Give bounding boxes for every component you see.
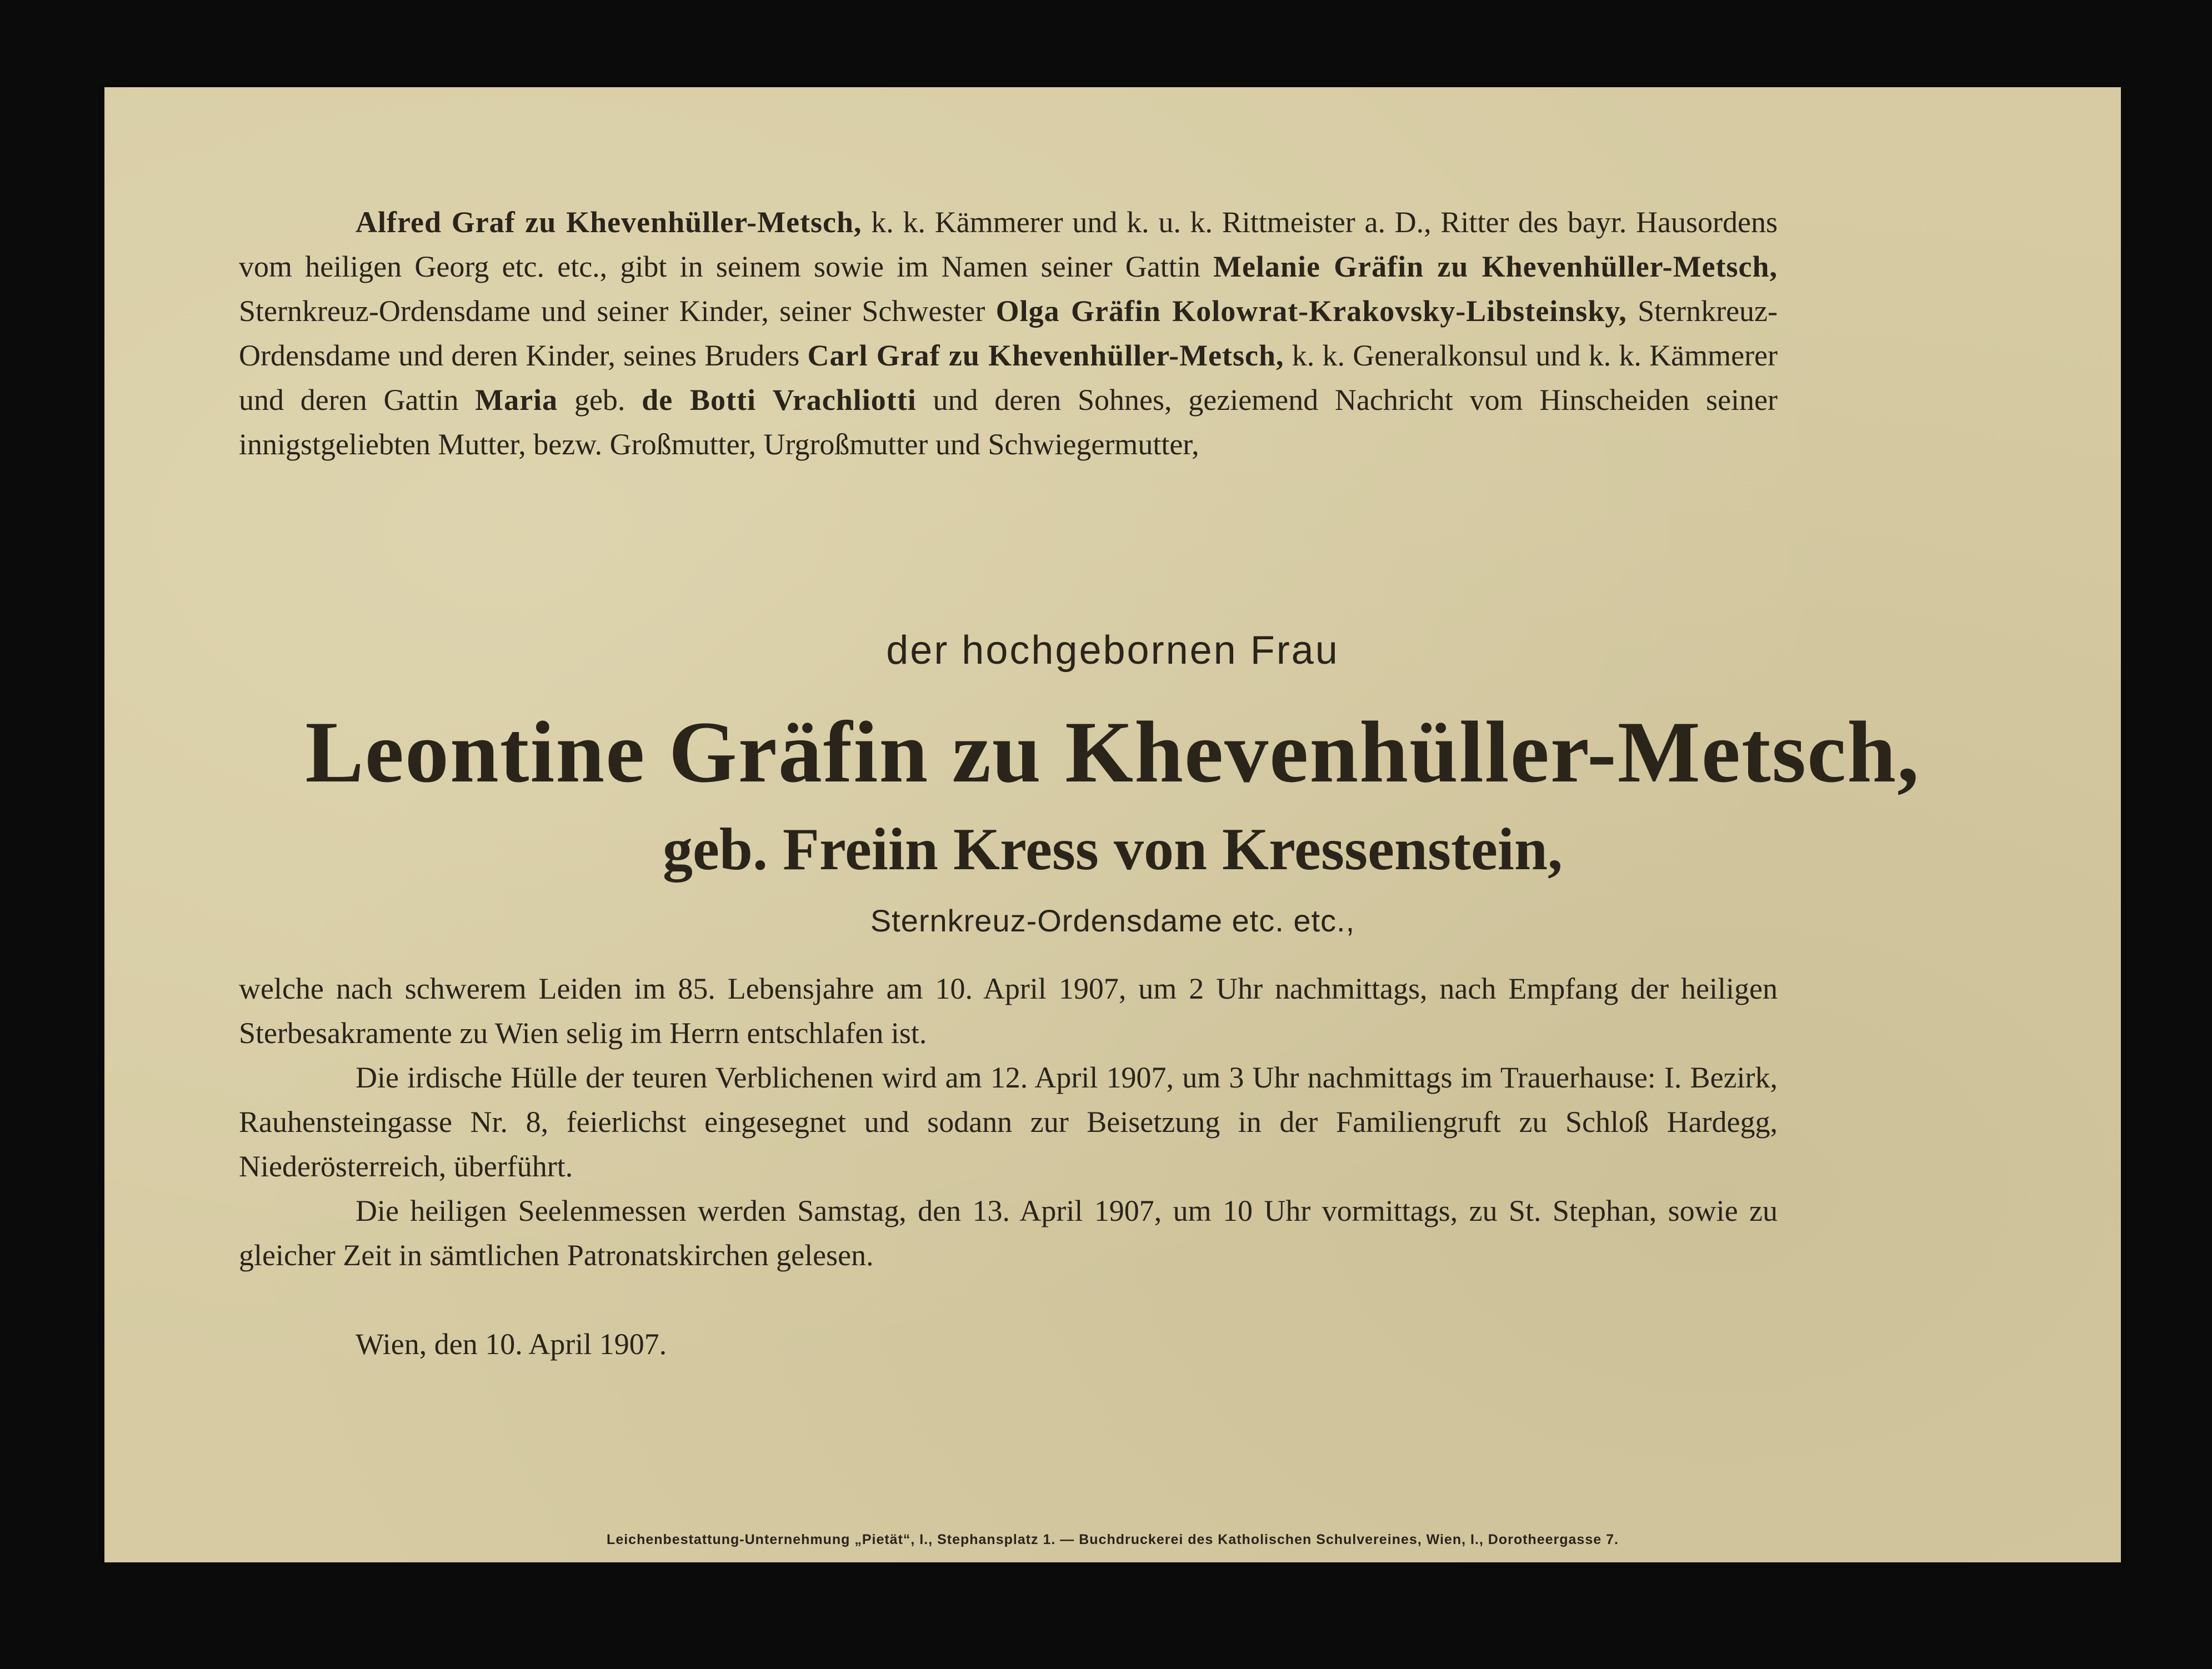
wife-name: Melanie Gräfin zu Khevenhüller-Metsch, — [1213, 250, 1778, 283]
funeral-paragraph: Die irdische Hülle der teuren Verblichenen wird am 12. April 1907, um 3 Uhr nachmittags im Trauerhause: I. Bezirk, Rauhensteingasse Nr. 8, feierlichst eingesegnet und sodann zur Beisetzung in der Familiengruft zu Schloß Hardegg, Niederösterreich, überführt. — [239, 1061, 1778, 1183]
intro-text-f: und deren Sohnes, geziemend Nachricht vom Hinscheiden seiner innigstgeliebten Mutter, bezw. Großmutter, Urgroßmutter und Schwiegermutter, — [239, 383, 1778, 461]
intro-text-b: Sternkreuz-Ordensdame und seiner Kinder, seiner Schwester — [239, 294, 996, 328]
printer-imprint: Leichenbestattung-Unternehmung „Pietät“, I., Stephansplatz 1. — Buchdruckerei des Katholischen Schulvereines, Wien, I., Dorotheergasse 7. — [607, 1532, 1619, 1547]
intro-text-c: Sternkreuz-Ordensdame und deren Kinder, seines Bruders — [239, 294, 1778, 372]
place-and-date: Wien, den 10. April 1907. — [356, 1327, 667, 1361]
brother-name: Carl Graf zu Khevenhüller-Metsch, — [807, 339, 1284, 372]
mass-paragraph: Die heiligen Seelenmessen werden Samstag, den 13. April 1907, um 10 Uhr vormittags, zu St. Stephan, sowie zu gleicher Zeit in sämtlichen Patronatskirchen gelesen. — [239, 1194, 1778, 1272]
deceased-name: Leontine Gräfin zu Khevenhüller-Metsch, — [305, 704, 1920, 801]
deceased-maiden-name: geb. Freiin Kress von Kressenstein, — [663, 816, 1563, 883]
death-paragraph: welche nach schwerem Leiden im 85. Lebensjahre am 10. April 1907, um 2 Uhr nachmittags, nach Empfang der heiligen Sterbesakramente zu Wien selig im Herrn entschlafen ist. — [239, 972, 1778, 1050]
intro-paragraph — [239, 200, 1778, 467]
intro-text-a: k. k. Kämmerer und k. u. k. Rittmeister a. D., Ritter des bayr. Hausordens vom heiligen Georg etc. etc., gibt in seinem sowie im Namen seiner Gattin — [239, 206, 1778, 283]
sister-in-law-name: Maria — [475, 383, 558, 417]
notice-body — [239, 966, 1778, 1277]
sister-in-law-maiden-name: de Botti Vrachliotti — [642, 383, 917, 417]
sister-name: Olga Gräfin Kolowrat-Krakovsky-Libsteinsky, — [995, 294, 1627, 328]
honorific-line: der hochgebornen Frau — [886, 628, 1339, 673]
intro-text-e: geb. — [558, 383, 642, 417]
announcement-paragraph — [239, 200, 1778, 467]
deceased-title: Sternkreuz-Ordensdame etc. etc., — [870, 903, 1355, 938]
announcer-name: Alfred Graf zu Khevenhüller-Metsch, — [356, 206, 862, 239]
intro-text-d: k. k. Generalkonsul und k. k. Kämmerer und deren Gattin — [239, 339, 1778, 417]
